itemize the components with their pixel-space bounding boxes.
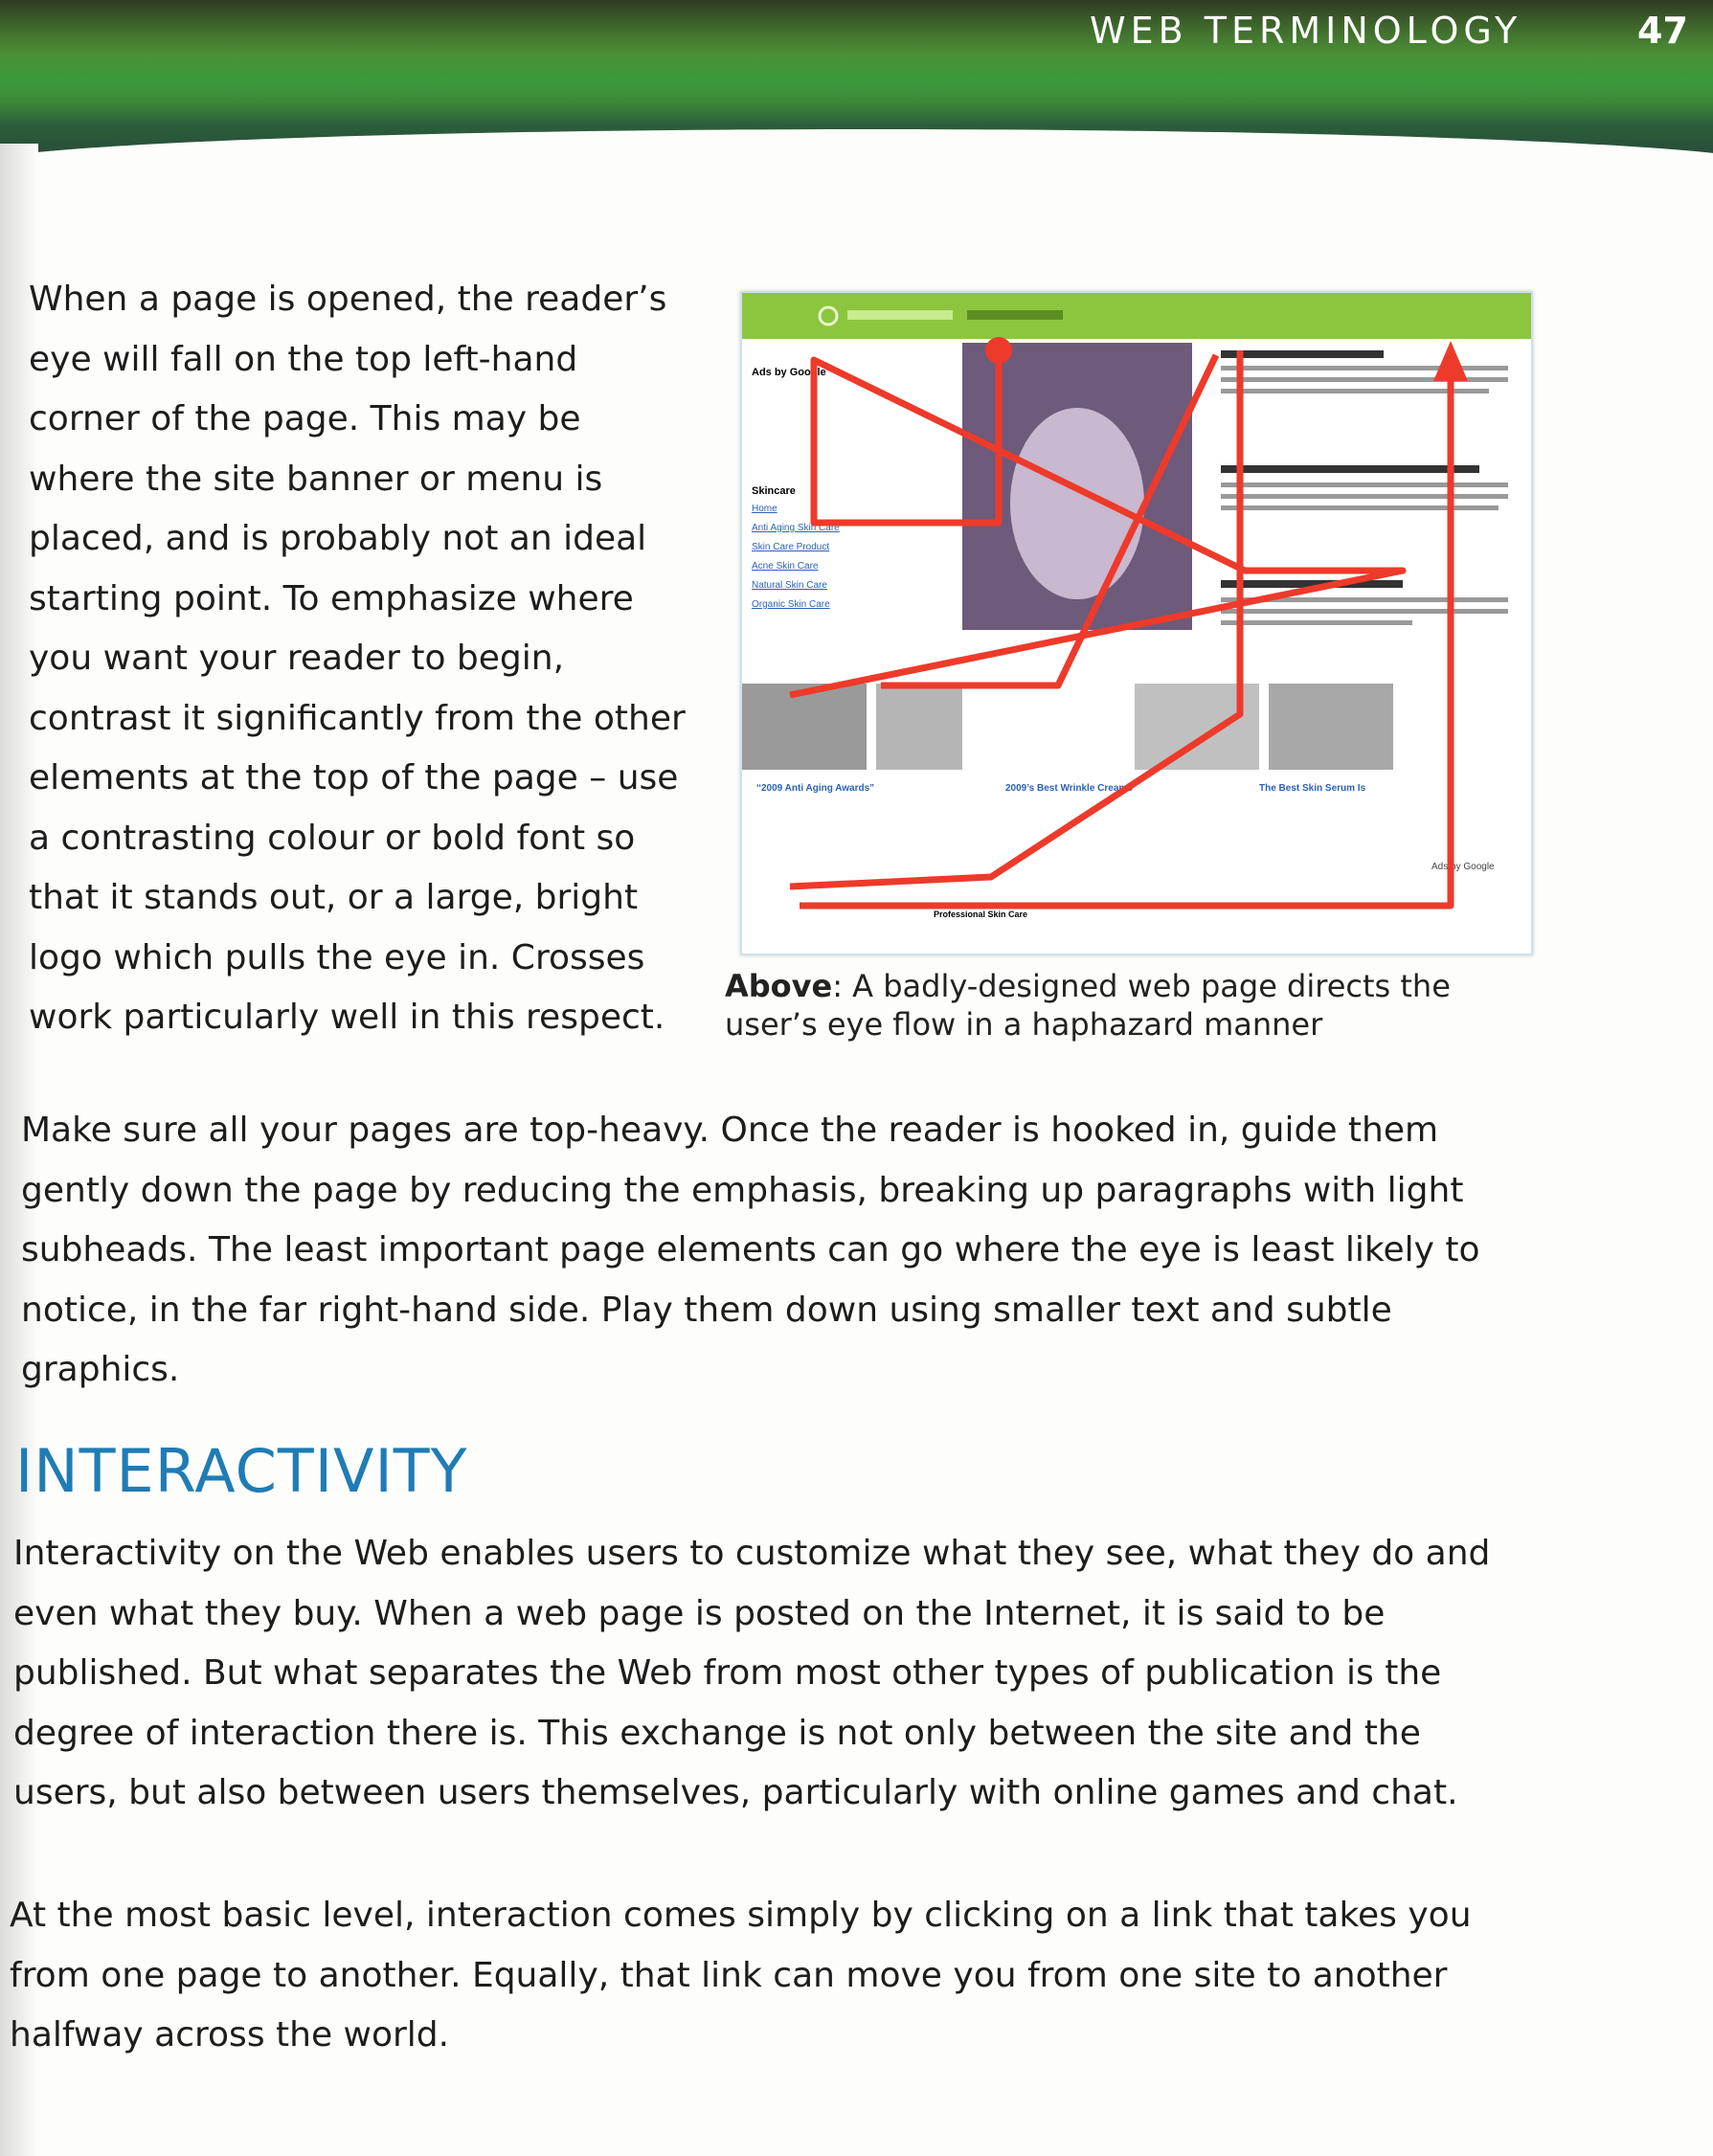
body-paragraph: Interactivity on the Web enables users to customize what they see, what they do and even what they buy. When a web page is posted on the Internet, it is said to be published. But what separates the Web from most other types of publication is the degree of interaction there is. This exchange is not only between the site and the users, but also between users themselves, particularly with online games and chat.	[13, 1534, 1491, 1812]
caption-label: Above	[725, 968, 833, 1004]
mock-sidebar-heading: Ads by Google	[752, 367, 826, 378]
page-number: 47	[1637, 10, 1688, 52]
arrow-head-icon	[1433, 341, 1468, 381]
mock-article-title: The Best Skin Serum Is	[1259, 783, 1366, 794]
intro-paragraph: When a page is opened, the reader’s eye will fall on the top left-hand corner of the page. This may be where the site banner or menu is placed, and is probably not an ideal starting point. To emphasize where you want your reader to begin, contrast it significantly from the other elements at the top of the page – use a contrasting colour or bold font so that it stands out, or a large, bright logo which pulls the eye in. Crosses work particularly well in this respect.	[29, 280, 686, 1037]
mock-banner-text	[847, 310, 953, 320]
mock-web-page	[742, 293, 1531, 954]
mock-portrait-face	[1010, 408, 1144, 599]
caption-text: : A badly-designed web page directs the user’s eye flow in a haphazard manner	[725, 968, 1451, 1043]
mock-article-text	[1221, 350, 1508, 625]
mock-ads-label: Ads by Google	[1431, 862, 1495, 872]
running-title: WEB TERMINOLOGY	[1090, 10, 1522, 52]
body-paragraph: At the most basic level, interaction comes simply by clicking on a link that takes you from one page to another. Equally, that link can move you from one site to another halfway across the world.	[10, 1896, 1472, 2055]
mock-thumbnails	[742, 684, 1393, 770]
header-curve	[0, 129, 1713, 244]
mock-nav-link: Acne Skin Care	[752, 561, 819, 572]
mock-nav-link: Organic Skin Care	[752, 599, 830, 610]
section-heading: INTERACTIVITY	[15, 1436, 468, 1506]
mock-article-title: “2009 Anti Aging Awards”	[756, 783, 875, 794]
mock-nav-link: Home	[752, 504, 778, 514]
mock-nav-link: Skin Care Product	[752, 542, 830, 552]
body-paragraph: Make sure all your pages are top-heavy. Once the reader is hooked in, guide them gently down the page by reducing the emphasis, breaking up paragraphs with light subheads. The least important page elements can go where the eye is least likely to notice, in the far right-hand side. Play them down using smaller text and subtle graphics.	[21, 1111, 1480, 1389]
figure-caption	[725, 967, 1548, 1044]
eye-flow-start-dot	[985, 337, 1012, 364]
eye-flow-figure	[740, 291, 1533, 955]
mock-nav-link: Anti Aging Skin Care	[752, 523, 840, 533]
mock-nav-heading: Skincare	[752, 485, 796, 497]
mock-banner-tagline	[967, 310, 1063, 320]
mock-article-title: 2009’s Best Wrinkle Creams	[1005, 783, 1133, 794]
mock-nav-link: Natural Skin Care	[752, 580, 827, 591]
mock-footer-heading: Professional Skin Care	[934, 910, 1028, 919]
